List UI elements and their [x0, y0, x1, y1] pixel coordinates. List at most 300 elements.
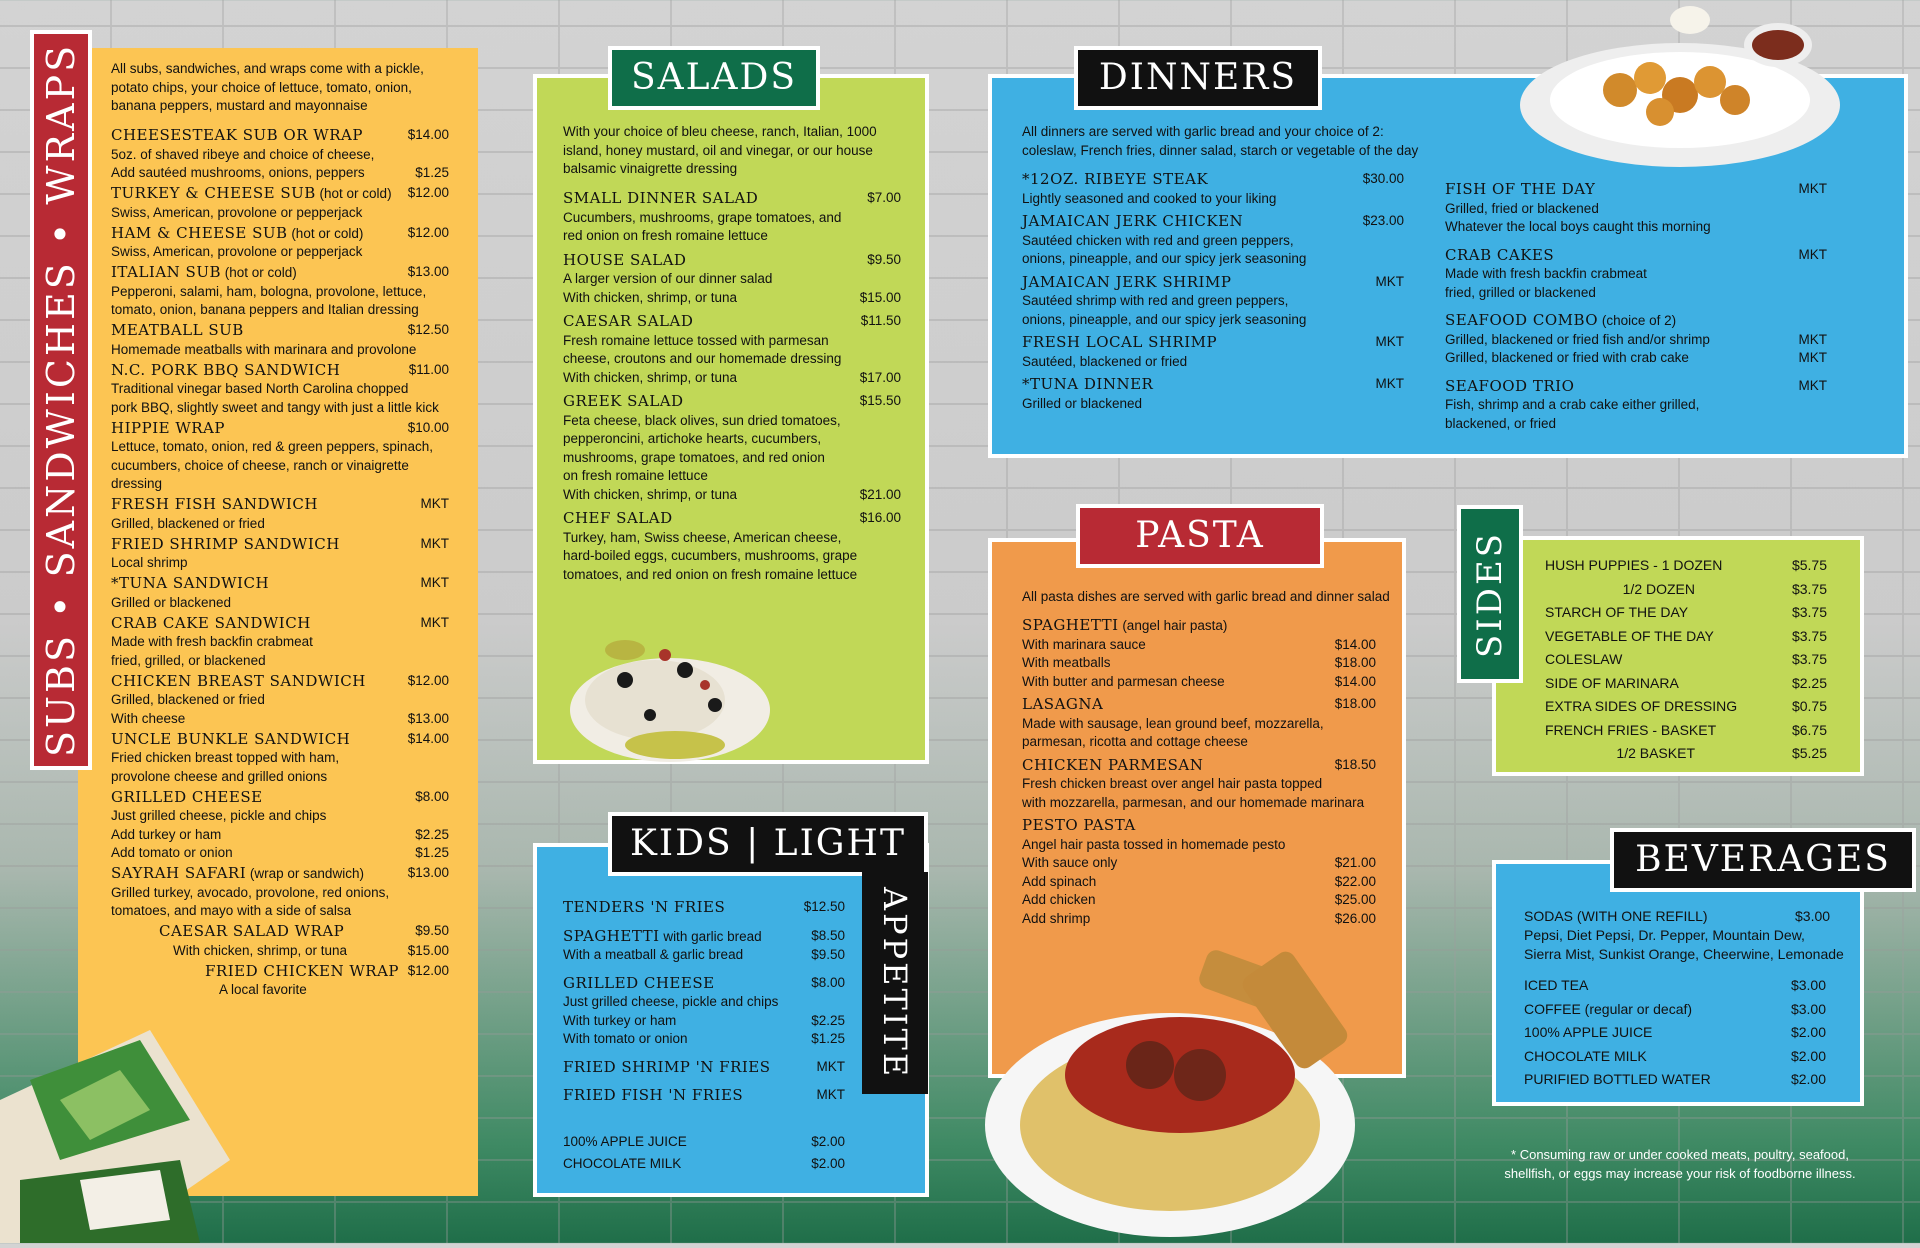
menu-item-header: [1022, 695, 1376, 715]
menu-item-header: [563, 898, 845, 918]
menu-item-price: $12.50: [803, 899, 845, 914]
menu-item-desc-text: Pepperoni, salami, ham, bologna, provolone, lettuce,: [111, 283, 427, 299]
menu-item-name: GRILLED CHEESE: [563, 973, 715, 992]
menu-item-desc: [111, 164, 449, 183]
menu-item-note: (hot or cold): [221, 265, 297, 280]
menu-item-desc: [111, 691, 449, 710]
menu-item-price: $8.50: [811, 927, 845, 943]
menu-item-name: *12OZ. RIBEYE STEAK: [1022, 170, 1209, 188]
side-row: [1545, 695, 1827, 719]
menu-item-desc: [1022, 794, 1376, 813]
menu-item-desc: [563, 449, 901, 468]
menu-item-price: MKT: [420, 575, 449, 590]
menu-item-desc: [1022, 673, 1376, 692]
menu-item-desc-text: Sautéed shrimp with red and green peppers,: [1022, 293, 1289, 308]
menu-item-desc-price: $14.00: [1334, 636, 1376, 652]
menu-item-desc: [111, 594, 449, 613]
sodas-desc-1: Pepsi, Diet Pepsi, Dr. Pepper, Mountain Dew,: [1524, 927, 1805, 943]
menu-item: [1022, 375, 1404, 413]
menu-item-desc: [1445, 218, 1827, 237]
menu-item-header: [563, 312, 901, 332]
menu-item-desc: [111, 283, 449, 302]
menu-item: [563, 189, 901, 246]
menu-item: [111, 495, 449, 533]
menu-item-desc: [1022, 190, 1404, 209]
menu-item-desc-text: With cheese: [111, 710, 186, 726]
menu-item-header: [1445, 311, 1827, 331]
menu-item-desc: [111, 341, 449, 360]
menu-item-name: CRAB CAKES: [1445, 245, 1555, 264]
menu-item-desc: [563, 566, 901, 585]
menu-item-desc: [1022, 733, 1376, 752]
menu-item-name: FRESH FISH SANDWICH: [111, 495, 318, 513]
menu-item-desc-text: Just grilled cheese, pickle and chips: [111, 808, 327, 823]
shrimp-photo: [1510, 0, 1846, 172]
side-row: [1545, 578, 1827, 602]
sodas-price: $3.00: [1795, 908, 1831, 924]
menu-item: [205, 962, 449, 1000]
wrap-photo: [0, 1010, 280, 1243]
menu-item-desc-text: Add spinach: [1022, 873, 1097, 889]
menu-item-desc-text: With a meatball & garlic bread: [563, 947, 744, 962]
side-row: [1545, 719, 1827, 743]
menu-item-desc-text: With chicken, shrimp, or tuna: [563, 289, 738, 305]
menu-item-header: [205, 962, 449, 982]
menu-item-desc: [111, 749, 449, 768]
menu-item: [1445, 246, 1827, 303]
menu-item-name: ITALIAN SUB: [111, 263, 221, 281]
menu-item: [1445, 377, 1827, 434]
menu-item-desc-text: With butter and parmesan cheese: [1022, 673, 1225, 689]
side-name: 1/2 DOZEN: [1622, 580, 1695, 597]
menu-item-desc: [1022, 250, 1404, 269]
menu-item-desc-text: Lettuce, tomato, onion, red & green peppers, spinach,: [111, 439, 433, 454]
menu-item-name: MEATBALL SUB: [111, 321, 244, 339]
menu-item-name: TURKEY & CHEESE SUB: [111, 184, 316, 202]
menu-item-name: PESTO PASTA: [1022, 816, 1136, 834]
menu-item-price: $12.00: [407, 672, 449, 688]
menu-item-price: $12.00: [407, 224, 449, 240]
menu-item-desc: [1022, 715, 1376, 734]
menu-item-name: SPAGHETTI: [563, 926, 660, 945]
menu-item: [111, 263, 449, 320]
disclaimer-line-2: shellfish, or eggs may increase your risk of foodborne illness.: [1504, 1166, 1856, 1181]
menu-item: [111, 184, 449, 222]
menu-item-desc-text: with mozzarella, parmesan, and our homemade marinara: [1022, 794, 1365, 810]
menu-item-header: [563, 974, 845, 994]
menu-item-desc-text: Grilled, blackened or fried with crab cake: [1445, 350, 1689, 365]
menu-item-price: $12.50: [407, 322, 449, 337]
menu-item-header: [111, 321, 449, 341]
menu-item-desc-price: $18.00: [1334, 655, 1376, 670]
menu-item-desc: [563, 270, 901, 289]
menu-item-note: (choice of 2): [1598, 313, 1677, 328]
menu-item-header: [1022, 273, 1404, 293]
menu-item-desc: [563, 547, 901, 566]
menu-item-desc: [563, 369, 901, 388]
kids-drink-name: 100% APPLE JUICE: [563, 1134, 687, 1149]
menu-item-desc: [1022, 873, 1376, 892]
beverages-list: [1524, 974, 1826, 1092]
menu-item-desc: [1022, 636, 1376, 655]
menu-item: [111, 419, 449, 494]
menu-item-desc: [1022, 353, 1404, 372]
menu-item-desc-text: 5oz. of shaved ribeye and choice of cheese,: [111, 146, 375, 162]
menu-item-desc: [111, 844, 449, 863]
menu-item-desc: [111, 515, 449, 534]
menu-item-price: $30.00: [1362, 171, 1404, 186]
menu-item-desc-price: $14.00: [1334, 673, 1376, 689]
beverage-row: [1524, 1068, 1826, 1092]
dinners-right-list: [1445, 180, 1827, 442]
menu-item-name: SEAFOOD TRIO: [1445, 376, 1575, 395]
menu-item-name: FRIED FISH 'N FRIES: [563, 1086, 744, 1104]
menu-item-note: (hot or cold): [287, 225, 364, 241]
menu-item-note: (wrap or sandwich): [246, 866, 364, 881]
menu-item-name: HOUSE SALAD: [563, 250, 687, 269]
menu-item-name: JAMAICAN JERK CHICKEN: [1022, 212, 1244, 230]
menu-item-desc-text: Grilled, blackened or fried: [111, 692, 265, 707]
menu-item-desc: [563, 1012, 845, 1031]
menu-item-desc: [563, 467, 901, 486]
menu-item-desc-text: Add tomato or onion: [111, 845, 233, 860]
beverage-name: PURIFIED BOTTLED WATER: [1524, 1071, 1711, 1087]
menu-item-name: CHICKEN PARMESAN: [1022, 755, 1204, 774]
spaghetti-photo: [980, 925, 1360, 1243]
menu-item-desc-text: Swiss, American, provolone or pepperjack: [111, 204, 363, 220]
menu-item: [1022, 695, 1376, 752]
menu-item-name: SEAFOOD COMBO: [1445, 311, 1599, 329]
menu-item-desc-text: Fish, shrimp and a crab cake either grilled,: [1445, 397, 1700, 412]
menu-item-price: $7.00: [867, 190, 901, 205]
menu-item: [111, 126, 449, 183]
menu-item-desc: [111, 826, 449, 845]
menu-item-desc-text: fried, grilled or blackened: [1445, 284, 1596, 300]
side-name: 1/2 BASKET: [1616, 745, 1695, 761]
kids-header: KIDS | LIGHT: [608, 812, 928, 876]
menu-item-name: LASAGNA: [1022, 695, 1104, 713]
menu-item-desc-text: Turkey, ham, Swiss cheese, American cheese,: [563, 529, 842, 545]
kids-drink-name: CHOCOLATE MILK: [563, 1156, 682, 1171]
menu-item-name: GRILLED CHEESE: [111, 787, 263, 806]
beverage-row: [1524, 998, 1826, 1022]
beverage-price: $3.00: [1790, 1000, 1826, 1017]
menu-item-header: [159, 922, 449, 942]
menu-item: [159, 922, 449, 960]
beverage-name: ICED TEA: [1524, 977, 1589, 993]
menu-item-desc-text: fried, grilled, or blackened: [111, 652, 266, 668]
menu-item-name: FISH OF THE DAY: [1445, 180, 1596, 198]
beverage-row: [1524, 1045, 1826, 1069]
menu-item-header: [1022, 816, 1376, 836]
menu-item-desc-price: $1.25: [415, 165, 449, 180]
menu-item-name: UNCLE BUNKLE SANDWICH: [111, 729, 351, 748]
menu-item-desc: [111, 146, 449, 165]
menu-item-name: CHEF SALAD: [563, 509, 673, 527]
side-row: [1545, 554, 1827, 578]
dinners-header: DINNERS: [1074, 46, 1322, 110]
menu-item-price: $8.00: [415, 788, 449, 804]
menu-item-desc-text: Fresh chicken breast over angel hair pasta topped: [1022, 776, 1323, 791]
menu-item-desc-text: red onion on fresh romaine lettuce: [563, 228, 768, 243]
menu-item-name: CAESAR SALAD: [563, 312, 694, 330]
menu-item-desc: [563, 430, 901, 449]
menu-item-desc-text: With tomato or onion: [563, 1031, 688, 1046]
menu-item-price: MKT: [420, 614, 449, 630]
menu-item-desc-text: With turkey or ham: [563, 1012, 677, 1028]
menu-item-header: [111, 535, 449, 555]
menu-item-desc: [1022, 775, 1376, 794]
side-price: $3.75: [1791, 580, 1827, 597]
menu-item-desc-text: Add chicken: [1022, 892, 1096, 907]
menu-item-header: [1445, 246, 1827, 266]
beverage-price: $2.00: [1790, 1047, 1826, 1064]
menu-item-header: [1445, 180, 1827, 200]
beverage-name: COFFEE (regular or decaf): [1524, 1000, 1693, 1017]
menu-item-price: $14.00: [407, 127, 449, 142]
menu-item-desc-text: Add shrimp: [1022, 910, 1091, 926]
menu-item-name: SPAGHETTI: [1022, 616, 1119, 634]
menu-item-desc-text: mushrooms, grape tomatoes, and red onion: [563, 449, 825, 465]
side-name: FRENCH FRIES - BASKET: [1545, 721, 1717, 738]
menu-item-desc-price: $25.00: [1334, 892, 1376, 907]
menu-item-price: $12.00: [407, 962, 449, 978]
menu-item-name: HAM & CHEESE SUB: [111, 223, 288, 242]
menu-item-desc-text: Grilled or blackened: [111, 594, 232, 610]
menu-item-price: MKT: [1375, 334, 1404, 349]
menu-item-desc-text: Grilled or blackened: [1022, 395, 1143, 411]
menu-item-header: [563, 927, 845, 947]
menu-item-desc-text: Swiss, American, provolone or pepperjack: [111, 244, 363, 259]
menu-item-header: [111, 864, 449, 884]
menu-item: [1022, 816, 1376, 928]
menu-item-header: [563, 189, 901, 209]
side-name: EXTRA SIDES OF DRESSING: [1545, 698, 1738, 714]
menu-item-header: [111, 184, 449, 204]
menu-item-desc: [111, 204, 449, 223]
menu-item-name: *TUNA SANDWICH: [111, 574, 270, 592]
menu-item-desc-text: Fried chicken breast topped with ham,: [111, 750, 340, 765]
menu-item-name: JAMAICAN JERK SHRIMP: [1022, 272, 1232, 291]
menu-item-desc-text: With chicken, shrimp, or tuna: [563, 486, 738, 502]
subs-list: [111, 126, 449, 1001]
menu-item-desc-text: on fresh romaine lettuce: [563, 468, 708, 483]
menu-item-desc-text: hard-boiled eggs, cucumbers, mushrooms, grape: [563, 548, 858, 563]
menu-item: [563, 898, 845, 918]
beverage-name: CHOCOLATE MILK: [1524, 1047, 1647, 1064]
menu-item-name: CHICKEN BREAST SANDWICH: [111, 671, 366, 690]
greek-salad-photo: [565, 610, 775, 762]
menu-item: [1022, 616, 1376, 691]
menu-item-desc: [1022, 836, 1376, 855]
menu-item: [1022, 333, 1404, 371]
menu-item-desc-text: cucumbers, choice of cheese, ranch or vinaigrette dressing: [111, 457, 409, 491]
menu-item-desc: [563, 1030, 845, 1049]
menu-item-desc-text: A local favorite: [219, 982, 307, 997]
menu-item-header: [1022, 375, 1404, 395]
menu-item-desc: [1022, 891, 1376, 910]
kids-side-title: APPETITE: [876, 886, 914, 1080]
menu-item-header: [111, 495, 449, 515]
menu-item-desc: [563, 529, 901, 548]
menu-item-desc-text: With chicken, shrimp, or tuna: [173, 942, 348, 958]
menu-item: [563, 312, 901, 387]
menu-item-price: MKT: [1798, 181, 1827, 196]
menu-item-name: CHEESESTEAK SUB OR WRAP: [111, 126, 363, 144]
menu-item-desc-text: A larger version of our dinner salad: [563, 271, 773, 286]
menu-item-desc-text: With marinara sauce: [1022, 636, 1146, 652]
side-row: [1545, 742, 1827, 766]
menu-item-price: MKT: [816, 1058, 845, 1074]
sides-side-title: SIDES: [1470, 530, 1510, 658]
menu-item-desc: [111, 884, 449, 903]
menu-item-price: $15.50: [859, 393, 901, 408]
menu-item: [1022, 756, 1376, 813]
menu-item-price: $11.50: [860, 313, 901, 328]
menu-item-header: [563, 392, 901, 412]
menu-item-desc: [1445, 265, 1827, 284]
menu-item-desc: [1445, 396, 1827, 415]
menu-item: [111, 361, 449, 418]
menu-item-desc: [111, 768, 449, 787]
menu-item-price: $18.00: [1334, 696, 1376, 711]
beverage-name: 100% APPLE JUICE: [1524, 1024, 1653, 1040]
menu-item-desc: [1445, 415, 1827, 434]
menu-item-header: [1022, 616, 1376, 636]
beverage-price: $2.00: [1790, 1024, 1826, 1040]
menu-item-price: MKT: [1375, 376, 1404, 391]
menu-item-desc-text: Grilled, blackened or fried: [111, 515, 265, 531]
menu-item-header: [563, 509, 901, 529]
subs-intro: All subs, sandwiches, and wraps come with a pickle, potato chips, your choice of lettuce, tomato, onion, banana peppers, mustard and mayonnaise: [111, 61, 424, 113]
side-row: [1545, 672, 1827, 696]
menu-item-desc: [1022, 232, 1404, 251]
menu-item-desc: [111, 301, 449, 320]
menu-item-desc-text: Grilled turkey, avocado, provolone, red onions,: [111, 884, 390, 900]
kids-list: [563, 898, 845, 1115]
menu-item-header: [563, 251, 901, 271]
menu-item-price: $13.00: [407, 264, 449, 279]
side-row: [1545, 648, 1827, 672]
menu-item-name: HIPPIE WRAP: [111, 418, 225, 437]
menu-item-price: $12.00: [407, 185, 449, 200]
menu-item-name: CAESAR SALAD WRAP: [159, 922, 345, 940]
menu-item: [111, 672, 449, 729]
menu-item-header: [1022, 333, 1404, 353]
side-price: $0.75: [1791, 698, 1827, 714]
menu-item-desc-text: Traditional vinegar based North Carolina chopped: [111, 381, 409, 396]
menu-item-desc: [1022, 654, 1376, 673]
salads-intro: With your choice of bleu cheese, ranch, Italian, 1000 island, honey mustard, oil and vinegar, or our house balsamic vinaigrette dressing: [563, 124, 877, 176]
menu-item-desc-text: tomato, onion, banana peppers and Italian dressing: [111, 302, 419, 317]
menu-item-desc: [111, 652, 449, 671]
menu-item-desc: [563, 486, 901, 505]
menu-item-desc-price: $17.00: [859, 369, 901, 385]
menu-item-desc-text: pork BBQ, slightly sweet and tangy with just a little kick: [111, 399, 439, 415]
sides-list: [1545, 554, 1827, 766]
menu-item-desc-text: Add turkey or ham: [111, 826, 222, 842]
menu-item-desc-text: cheese, croutons and our homemade dressing: [563, 351, 842, 366]
menu-item-desc-price: $9.50: [811, 947, 845, 962]
menu-item-desc-text: Fresh romaine lettuce tossed with parmesan: [563, 332, 829, 348]
menu-item: [563, 974, 845, 1049]
menu-item-desc-text: Grilled, fried or blackened: [1445, 200, 1599, 216]
menu-item-desc-text: Grilled, blackened or fried fish and/or shrimp: [1445, 331, 1710, 347]
menu-item-desc-price: $2.25: [415, 826, 449, 842]
menu-item-desc-text: Made with fresh backfin crabmeat: [1445, 266, 1647, 281]
menu-item-desc: [563, 289, 901, 308]
side-price: $6.75: [1791, 721, 1827, 738]
menu-item-desc-price: $15.00: [407, 942, 449, 958]
beverage-row: [1524, 974, 1826, 998]
menu-item: [111, 730, 449, 787]
kids-drink-price: $2.00: [811, 1134, 845, 1149]
menu-item-desc: [563, 332, 901, 351]
menu-item-desc-text: Lightly seasoned and cooked to your liking: [1022, 190, 1277, 206]
menu-item-header: [1022, 756, 1376, 776]
menu-item-price: MKT: [1375, 273, 1404, 289]
menu-item-header: [563, 1086, 845, 1106]
menu-item-desc-text: Just grilled cheese, pickle and chips: [563, 994, 779, 1009]
menu-item-name: FRIED SHRIMP SANDWICH: [111, 534, 340, 553]
beverage-price: $3.00: [1790, 977, 1826, 993]
disclaimer-line-1: * Consuming raw or under cooked meats, poultry, seafood,: [1511, 1147, 1849, 1162]
menu-item-desc-text: tomatoes, and red onion on fresh romaine lettuce: [563, 566, 858, 582]
beverage-price: $2.00: [1790, 1071, 1826, 1087]
menu-item-price: $16.00: [859, 510, 901, 525]
side-name: STARCH OF THE DAY: [1545, 604, 1689, 620]
menu-item-desc-text: Sautéed chicken with red and green peppers,: [1022, 232, 1294, 248]
menu-item-price: $14.00: [407, 730, 449, 746]
kids-drinks: [563, 1131, 845, 1175]
menu-item-name: FRESH LOCAL SHRIMP: [1022, 333, 1218, 351]
kids-drink-price: $2.00: [811, 1156, 845, 1171]
menu-item: [1022, 170, 1404, 208]
menu-item: [1022, 212, 1404, 269]
menu-item-price: MKT: [816, 1087, 845, 1102]
menu-item-desc-text: provolone cheese and grilled onions: [111, 768, 328, 784]
menu-item-desc: [1445, 349, 1827, 368]
menu-item-desc-text: onions, pineapple, and our spicy jerk seasoning: [1022, 251, 1307, 266]
dinners-intro: All dinners are served with garlic bread and your choice of 2: coleslaw, French fries, dinner salad, starch or vegetable of the day: [1022, 124, 1419, 158]
menu-item: [111, 535, 449, 573]
menu-item-header: [111, 361, 449, 381]
menu-item-desc-text: Cucumbers, mushrooms, grape tomatoes, and: [563, 209, 842, 225]
menu-item-header: [111, 614, 449, 634]
menu-item-desc-text: Made with sausage, lean ground beef, mozzarella,: [1022, 715, 1324, 731]
menu-item-desc-price: MKT: [1798, 350, 1827, 365]
menu-item-desc-text: With sauce only: [1022, 855, 1118, 870]
menu-item: [1445, 311, 1827, 368]
menu-item-name: TENDERS 'N FRIES: [563, 898, 726, 916]
menu-item-price: MKT: [420, 496, 449, 511]
menu-item-name: FRIED CHICKEN WRAP: [205, 961, 400, 980]
menu-item-desc-price: $13.00: [407, 710, 449, 726]
menu-item-header: [111, 574, 449, 594]
menu-item-desc-price: $22.00: [1334, 873, 1376, 889]
menu-item: [111, 224, 449, 262]
side-price: $3.75: [1791, 627, 1827, 644]
menu-item-desc: [111, 438, 449, 457]
salads-list: [563, 189, 901, 589]
menu-item-desc-text: Homemade meatballs with marinara and provolone: [111, 341, 417, 357]
menu-item-desc-price: $26.00: [1334, 910, 1376, 926]
menu-item-desc: [111, 807, 449, 826]
side-price: $3.75: [1791, 604, 1827, 620]
menu-item-desc: [1445, 200, 1827, 219]
menu-item-price: $13.00: [407, 865, 449, 880]
menu-item-desc: [1022, 292, 1404, 311]
